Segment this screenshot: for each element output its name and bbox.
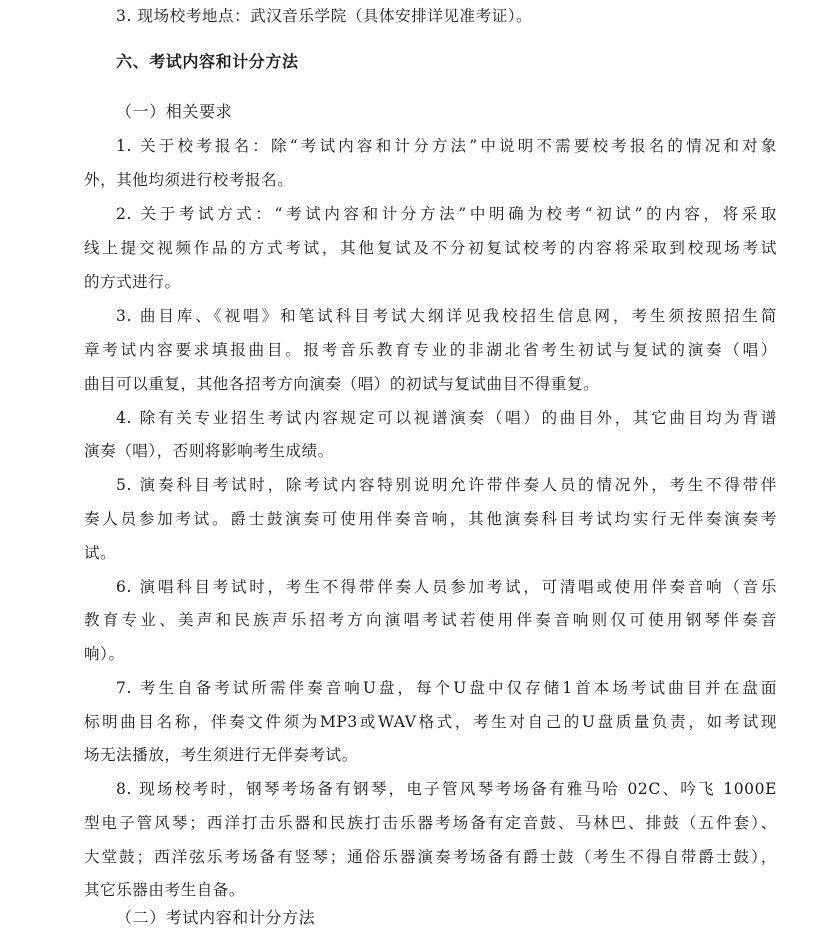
item-8-line-2: 型电子管风琴；西洋打击乐器和民族打击乐器考场备有定音鼓、马林巴、排鼓（五件套）、 (84, 814, 777, 832)
item-6-line-1: 6. 演唱科目考试时，考生不得带伴奏人员参加考试，可清唱或使用伴奏音响（音乐 (116, 578, 777, 596)
item-7-line-1: 7. 考生自备考试所需伴奏音响U盘，每个U盘中仅存储1首本场考试曲目并在盘面 (116, 679, 777, 697)
item-5-line-2: 奏人员参加考试。爵士鼓演奏可使用伴奏音响，其他演奏科目考试均实行无伴奏演奏考 (84, 510, 777, 528)
item-3-line-1: 3. 曲目库、《视唱》和笔试科目考试大纲详见我校招生信息网，考生须按照招生简 (116, 307, 777, 325)
paragraph-exam-location: 3. 现场校考地点：武汉音乐学院（具体安排详见准考证）。 (116, 7, 533, 25)
item-4-line-1: 4. 除有关专业招生考试内容规定可以视谱演奏（唱）的曲目外，其它曲目均为背谱 (116, 409, 777, 427)
item-6-line-3: 响）。 (84, 645, 125, 663)
section-heading-6: 六、考试内容和计分方法 (116, 52, 299, 71)
item-7-line-2: 标明曲目名称，伴奏文件须为MP3或WAV格式，考生对自己的U盘质量负责，如考试现 (84, 713, 777, 731)
item-5-line-1: 5. 演奏科目考试时，除考试内容特别说明允许带伴奏人员的情况外，考生不得带伴 (116, 476, 777, 494)
item-1-line-2: 外，其他均须进行校考报名。 (84, 171, 294, 189)
item-3-line-2: 章考试内容要求填报曲目。报考音乐教育专业的非湖北省考生初试与复试的演奏（唱） (84, 341, 777, 359)
item-2-line-3: 的方式进行。 (84, 273, 181, 291)
item-4-line-2: 演奏（唱），否则将影响考生成绩。 (84, 442, 334, 460)
item-2-line-1: 2. 关于考试方式：“考试内容和计分方法”中明确为校考“初试”的内容，将采取 (116, 205, 777, 223)
item-5-line-3: 试。 (84, 544, 117, 562)
item-8-line-4: 其它乐器由考生自备。 (84, 881, 246, 899)
item-8-line-1: 8. 现场校考时，钢琴考场备有钢琴，电子管风琴考场备有雅马哈 02C、吟飞 1000E (116, 780, 777, 798)
item-1-line-1: 1. 关于校考报名：除“考试内容和计分方法”中说明不需要校考报名的情况和对象 (116, 137, 777, 155)
item-2-line-2: 线上提交视频作品的方式考试，其他复试及不分初复试校考的内容将采取到校现场考试 (84, 239, 777, 257)
subsection-heading-1: （一）相关要求 (116, 102, 233, 121)
subsection-heading-2: （二）考试内容和计分方法 (116, 908, 316, 927)
item-8-line-3: 大堂鼓；西洋弦乐考场备有竖琴；通俗乐器演奏考场备有爵士鼓（考生不得自带爵士鼓）， (84, 848, 777, 866)
item-6-line-2: 教育专业、美声和民族声乐招考方向演唱考试若使用伴奏音响则仅可使用钢琴伴奏音 (84, 611, 777, 629)
item-7-line-3: 场无法播放，考生须进行无伴奏考试。 (84, 746, 358, 764)
item-3-line-3: 曲目可以重复，其他各招考方向演奏（唱）的初试与复试曲目不得重复。 (84, 375, 600, 393)
